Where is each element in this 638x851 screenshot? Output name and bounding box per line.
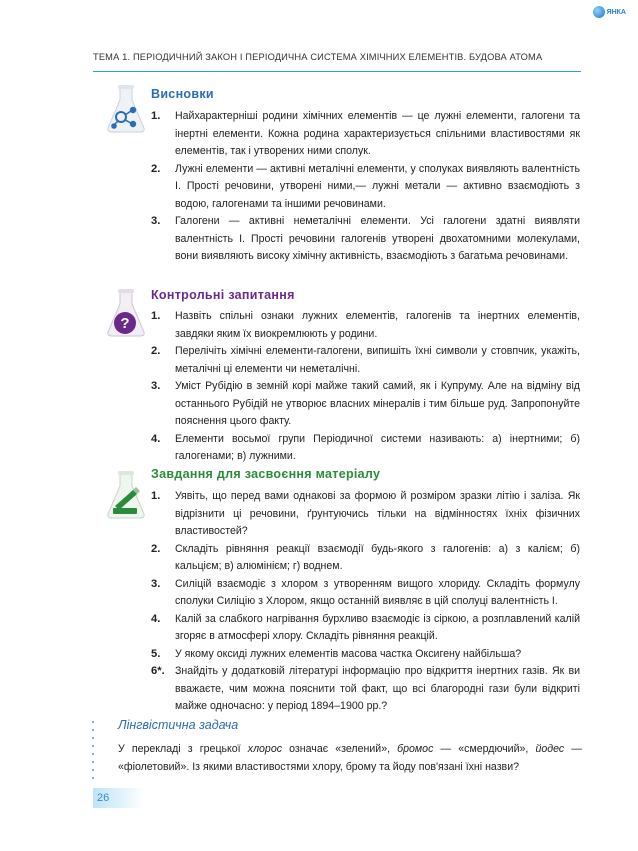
text-fragment: У перекладі з грецької — [118, 743, 248, 755]
item-text: У якому оксиді лужних елементів масова частка Оксигену найбільша? — [175, 647, 522, 660]
list-item — [151, 611, 580, 646]
flask-molecule-icon — [103, 84, 149, 134]
item-text: Складіть рівняння реакції взаємодії будь-якого з галогенів: а) з калієм; б) кальцієм; в) алюмінієм; г) воднем. — [175, 542, 580, 572]
text-fragment: — «смердючий», — [433, 743, 536, 755]
linguistic-text — [118, 740, 582, 776]
item-number: 2. — [151, 162, 161, 175]
publisher-logo-text: ЯНКА — [606, 8, 626, 16]
item-text: Калій за слабкого нагрівання бурхливо взаємодіє із сіркою, а розплавлений калій згоряє в атмосфері хлору. Складіть рівняння реакцій. — [175, 612, 580, 642]
term-chloros: хлорос — [247, 743, 283, 755]
item-number: 2. — [151, 542, 161, 555]
conclusions-list — [151, 108, 580, 266]
item-text: Уявіть, що перед вами однакові за формою й розміром зразки літію і заліза. Як відрізнити ці речовини, ґрунтуючись тільки на відмінностях їхніх фізичних властивостей? — [175, 490, 580, 537]
item-text: Елементи восьмої групи Періодичної системи називають: а) інертними; б) галогенами; в) лужними. — [175, 432, 580, 462]
conclusions-title: Висновки — [151, 87, 214, 101]
item-number: 5. — [151, 647, 161, 660]
list-item — [151, 541, 580, 576]
item-text: Перелічіть хімічні елементи-галогени, випишіть їхні символи у стовпчик, укажіть, металічні ці елементи чи неметалічні. — [175, 345, 580, 375]
item-text: Силіцій взаємодіє з хлором з утворенням вищого хлориду. Складіть формулу сполуки Силіцію з Хлором, якщо останній виявляє в цій сполуці валентність I. — [175, 577, 580, 607]
flask-pencil-icon — [103, 470, 149, 520]
tasks-title: Завдання для засвоєння матеріалу — [151, 467, 381, 481]
list-item — [151, 213, 580, 266]
publisher-logo — [593, 6, 626, 18]
dotted-margin-marker — [92, 721, 96, 785]
item-text: Лужні елементи — активні металічні елементи, у сполуках виявляють валентність I. Прості речовини, утворені ними,— лужні метали — активно взаємодіють з водою, галогенами та іншими речовинами. — [175, 162, 580, 210]
text-fragment: означає «зелений», — [282, 743, 398, 755]
list-item — [151, 431, 580, 466]
item-number: 1. — [151, 490, 161, 502]
item-number: 1. — [151, 110, 161, 122]
item-number: 4. — [151, 612, 161, 625]
list-item — [151, 488, 580, 541]
list-item — [151, 343, 580, 378]
page-number: 26 — [93, 788, 145, 808]
item-number: 1. — [151, 310, 161, 322]
questions-list — [151, 308, 580, 466]
item-number: 3. — [151, 215, 161, 227]
item-number: 3. — [151, 577, 161, 590]
list-item — [151, 308, 580, 343]
item-text: Уміст Рубідію в земній корі майже такий самий, як і Купруму. Але на відміну від останнього Рубідій не утворює власних мінералів і тим більше руд. Запропонуйте пояснення цього факту. — [175, 380, 580, 427]
item-number: 2. — [151, 345, 161, 357]
item-text: Галогени — активні неметалічні елементи. Усі галогени здатні виявляти валентність I. Прості речовини галогенів утворені двохатомними молекулами, вони виявляють високу хімічну активність, взаємодіють з багатьма речовинами. — [175, 215, 580, 262]
text-fragment: — «фіолетовий». Із якими властивостями хлору, брому та йоду пов'язані їхні назви? — [118, 743, 582, 773]
list-item — [151, 161, 580, 214]
svg-text:?: ? — [120, 315, 130, 332]
globe-icon — [593, 6, 605, 18]
item-number: 3. — [151, 380, 161, 392]
tasks-list — [151, 488, 580, 716]
list-item — [151, 663, 580, 716]
term-iodes: йодес — [535, 743, 565, 755]
term-bromos: бромос — [397, 743, 434, 755]
flask-question-icon — [103, 288, 149, 338]
header-divider — [93, 71, 581, 72]
item-text: Назвіть спільні ознаки лужних елементів, галогенів та інертних елементів, завдяки яким їх виокремлюють у родини. — [175, 310, 580, 340]
list-item — [151, 646, 580, 664]
list-item — [151, 576, 580, 611]
list-item — [151, 378, 580, 431]
running-title: ТЕМА 1. ПЕРІОДИЧНИЙ ЗАКОН І ПЕРІОДИЧНА СИСТЕМА ХІМІЧНИХ ЕЛЕМЕНТІВ. БУДОВА АТОМА — [93, 52, 543, 62]
item-number: 4. — [151, 432, 161, 445]
item-text: Знайдіть у додатковій літературі інформацію про відкриття інертних газів. Як ви вважаєте, чим можна пояснити той факт, що всі благородні гази були відкриті майже одночасно: у період 1894–1900 рр.? — [175, 665, 580, 712]
item-text: Найхарактерніші родини хімічних елементів — це лужні елементи, галогени та інертні елементи. Кожна родина характеризується спільними властивостями як елементів, так і утворених ними сполук. — [175, 110, 580, 157]
linguistic-title: Лінгвістична задача — [118, 718, 239, 732]
questions-title: Контрольні запитання — [151, 288, 295, 302]
item-number: 6*. — [151, 665, 165, 677]
list-item — [151, 108, 580, 161]
